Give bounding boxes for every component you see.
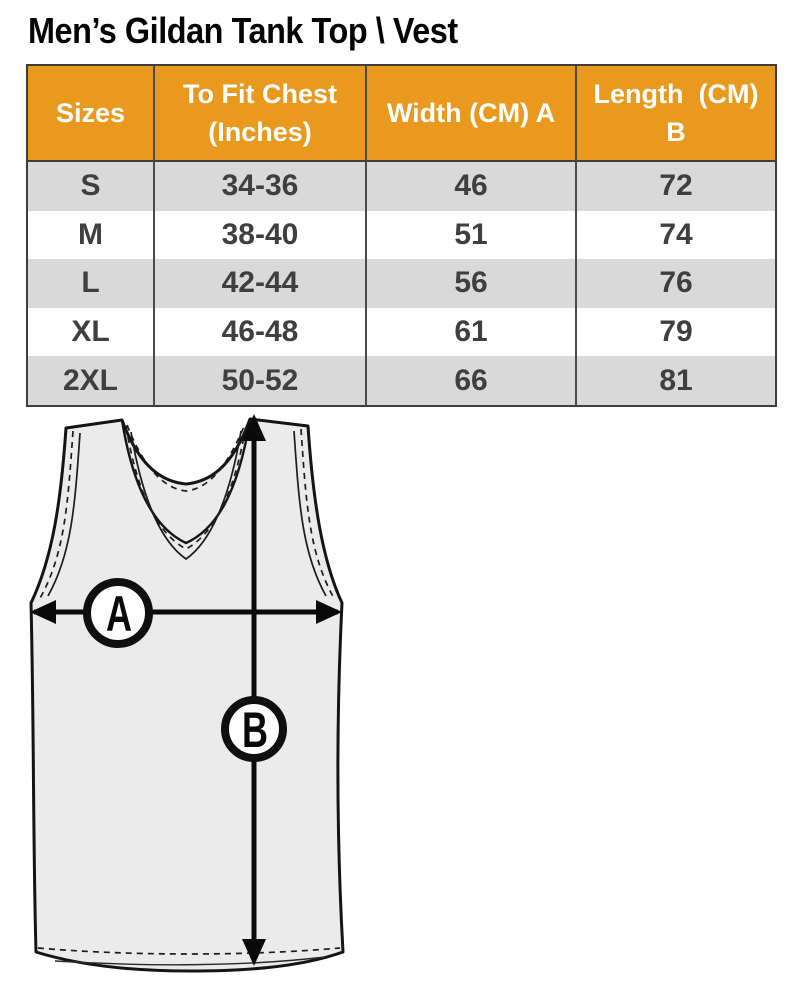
width-cell: 51 [367, 211, 577, 260]
tank-outline [31, 419, 343, 971]
tank-top-diagram [0, 405, 400, 985]
length-cell: 72 [577, 162, 775, 211]
size-cell: M [28, 211, 155, 260]
size-table [26, 64, 777, 407]
column-header-line: Length (CM) [593, 79, 759, 109]
width-cell: 61 [367, 308, 577, 357]
chest-cell: 42-44 [155, 259, 367, 308]
column-header-chest [155, 66, 367, 162]
column-header-width [367, 66, 577, 162]
width-cell: 56 [367, 259, 577, 308]
size-cell: 2XL [28, 356, 155, 405]
column-header-line: B [666, 117, 686, 147]
chest-cell: 34-36 [155, 162, 367, 211]
column-header-line: Sizes [55, 98, 126, 128]
length-cell: 74 [659, 217, 693, 251]
chest-cell: 38-40 [155, 211, 367, 260]
width-cell: 46 [367, 162, 577, 211]
size-cell: XL [28, 308, 155, 357]
chest-cell: 50-52 [155, 356, 367, 405]
column-header-line: Width (CM) A [386, 98, 556, 128]
column-header-line: To Fit Chest [183, 79, 337, 109]
column-header-length [577, 66, 775, 162]
size-cell: L [28, 259, 155, 308]
page-title: Men’s Gildan Tank Top \ Vest [28, 10, 458, 51]
length-label: B [242, 703, 268, 759]
chest-cell: 46-48 [155, 308, 367, 357]
length-cell: 79 [659, 315, 693, 349]
column-header-sizes [28, 66, 155, 162]
size-cell: S [28, 162, 155, 211]
length-cell: 76 [577, 259, 775, 308]
column-header-line: (Inches) [208, 117, 312, 147]
length-cell: 81 [577, 356, 775, 405]
width-cell: 66 [367, 356, 577, 405]
width-label: A [106, 587, 132, 643]
